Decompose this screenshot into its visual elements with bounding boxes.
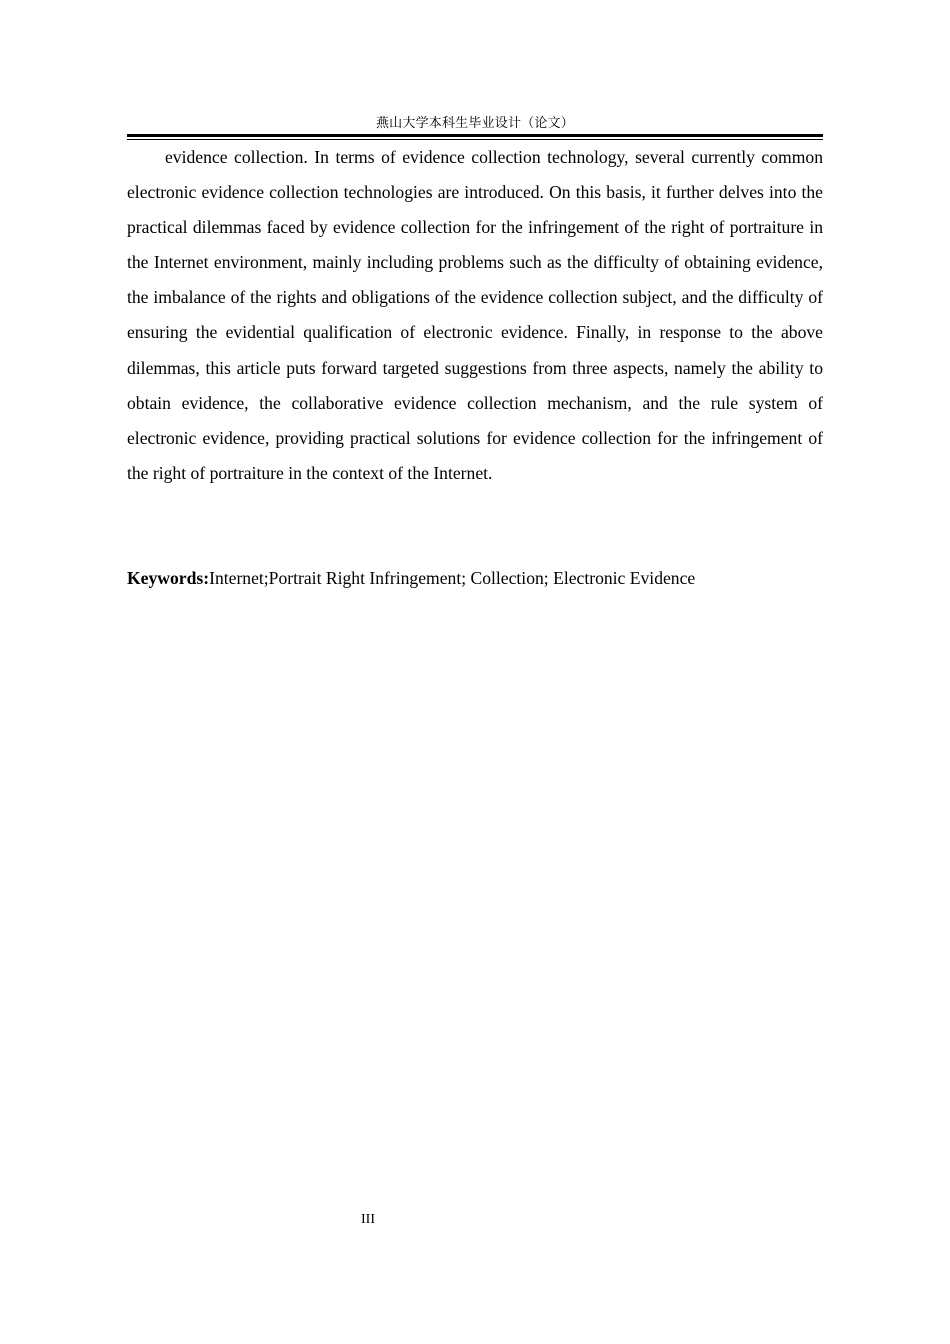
running-header-title: 燕山大学本科生毕业设计（论文） xyxy=(375,116,574,131)
page-number: III xyxy=(361,1212,375,1227)
keywords-text: Internet;Portrait Right Infringement; Collection; Electronic Evidence xyxy=(209,568,696,588)
header-rule-thick xyxy=(127,134,823,137)
abstract-paragraph: evidence collection. In terms of evidence collection technology, several currently common electronic evidence collection technologies are introduced. On this basis, it further delves into the practical dilemmas faced by evidence collection for the infringement of the right of portraiture in the Internet environment, mainly including problems such as the difficulty of obtaining evidence, the imbalance of the rights and obligations of the evidence collection subject, and the difficulty of ensuring the evidential qualification of electronic evidence. Finally, in response to the above dilemmas, this article puts forward targeted suggestions from three aspects, namely the ability to obtain evidence, the collaborative evidence collection mechanism, and the rule system of electronic evidence, providing practical solutions for evidence collection for the infringement of the right of portraiture in the context of the Internet. xyxy=(127,147,823,483)
keywords-label: Keywords: xyxy=(127,568,210,588)
abstract-body xyxy=(127,140,823,491)
keywords-line xyxy=(127,562,823,594)
